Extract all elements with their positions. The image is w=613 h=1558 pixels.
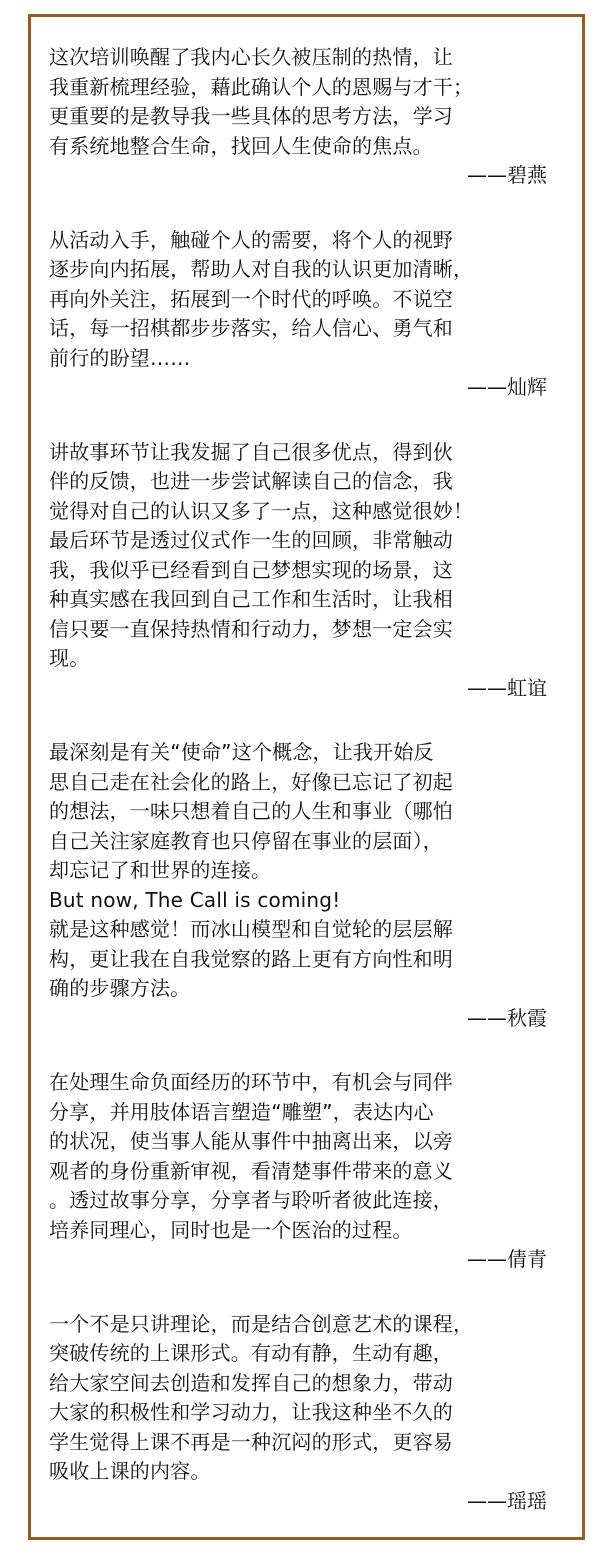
testimonial-author-3: ——虹谊 (467, 675, 547, 700)
testimonial-author-5: ——倩青 (467, 1247, 547, 1271)
testimonial-text-4: 最深刻是有关“使命”这个概念，让我开始反 思自己走在社会化的路上，好像已忘记了初起 的想法，一味只想着自己的人生和事业（哪怕 自己关注家庭教育也只停留在事业的层面）， 却忘记了和世界的连接。 But now, The Call is coming! 就是这种感觉！而冰山模型和自觉轮的层层解 构，更让我在自我觉察的路上更有方向性和明 确的步骤方法。 (49, 740, 453, 1000)
testimonial-text-2: 从活动入手，触碰个人的需要，将个人的视野 逐步向内拓展，帮助人对自我的认识更加清晰， 再向外关注，拓展到一个时代的呼唤。不说空 话，每一招棋都步步落实，给人信心、勇气和 前行的盼望…… (49, 227, 474, 370)
testimonial-text-5: 在处理生命负面经历的环节中，有机会与同伴 分享，并用肢体语言塑造“雕塑”，表达内心 的状况，使当事人能从事件中抽离出来，以旁 观者的身份重新审视，看清楚事件带来的意义 。透过故事分享，分享者与聆听者彼此连接， 培养同理心，同时也是一个医治的过程。 (49, 1070, 453, 1242)
testimonial-author-1: ——碧燕 (467, 163, 547, 187)
testimonial-text-6: 一个不是只讲理论，而是结合创意艺术的课程， 突破传统的上课形式。有动有静，生动有趣， 给大家空间去创造和发挥自己的想象力，带动 大家的积极性和学习动力，让我这种坐不久的 学生觉得上课不再是一种沉闷的形式，更容易 吸收上课的内容。 (49, 1311, 474, 1483)
testimonial-author-6: ——瑶瑶 (467, 1488, 547, 1513)
testimonial-author-4: ——秋霞 (467, 1005, 547, 1030)
testimonial-frame (28, 14, 585, 1540)
testimonial-author-2: ——灿辉 (467, 375, 547, 399)
testimonial-text-3: 讲故事环节让我发掘了自己很多优点，得到伙 伴的反馈，也进一步尝试解读自己的信念，我 觉得对自己的认识又多了一点，这种感觉很妙！ 最后环节是透过仪式作一生的回顾，非常触动 我，我似乎已经看到自己梦想实现的场景，这 种真实感在我回到自己工作和生活时，让我相 信只要一直保持热情和行动力，梦想一定会实 现。 (49, 439, 474, 670)
testimonial-text-1: 这次培训唤醒了我内心长久被压制的热情，让 我重新梳理经验，藉此确认个人的恩赐与才干； 更重要的是教导我一些具体的思考方法，学习 有系统地整合生命，找回人生使命的焦点。 (49, 45, 474, 158)
testimonial-list (49, 43, 569, 1516)
